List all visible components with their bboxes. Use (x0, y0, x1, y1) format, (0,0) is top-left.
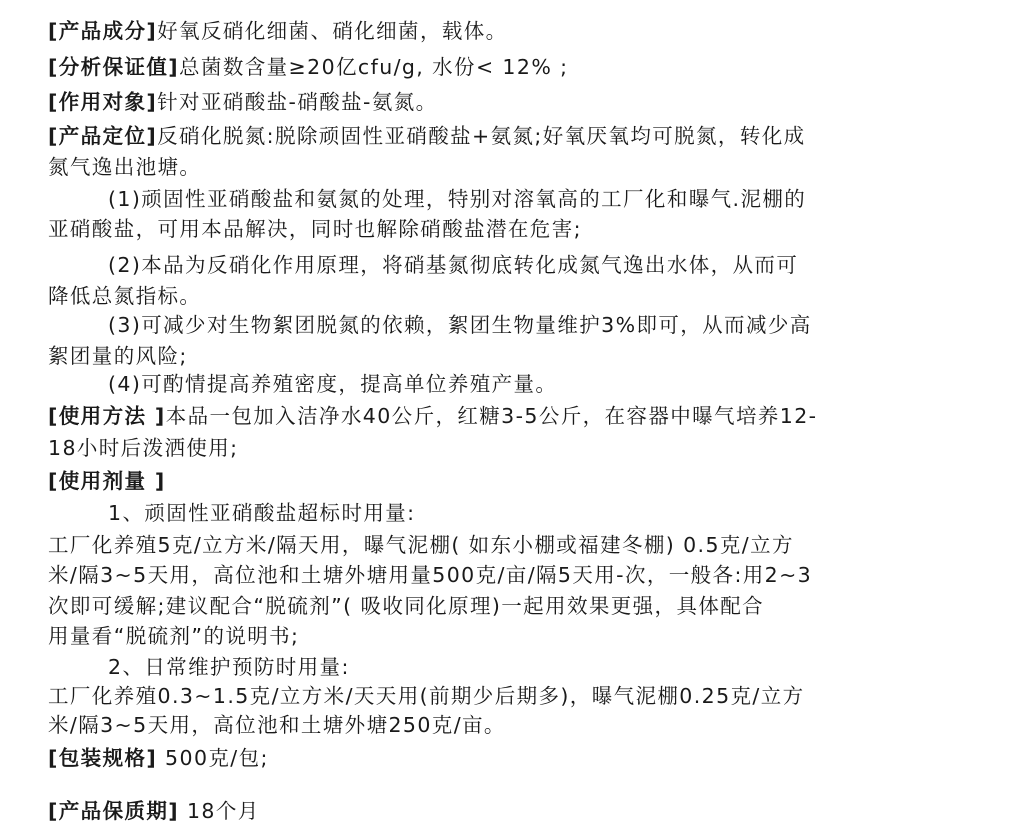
line-shelf-life (48, 796, 260, 826)
point-3-line-2: 絮团量的风险; (48, 344, 188, 368)
line-usage (48, 401, 817, 431)
line-packaging (48, 743, 269, 773)
dosage-2-heading: 2、日常维护预防时用量: (108, 655, 350, 679)
dosage-1-line-3: 次即可缓解;建议配合“脱硫剂”( 吸收同化原理)一起用效果更强，具体配合 (48, 594, 765, 618)
label-guarantee: [分析保证值] (48, 55, 180, 79)
label-dosage: [使用剂量 ] (48, 469, 166, 493)
text-shelf-life: 18个月 (179, 799, 260, 823)
dosage-1-line-2: 米/隔3~5天用，高位池和土塘外塘用量500克/亩/隔5天用-次，一般各:用2~3 (48, 563, 813, 587)
line-ingredients (48, 16, 508, 46)
text-positioning: 反硝化脱氮:脱除顽固性亚硝酸盐+氨氮;好氧厌氧均可脱氮，转化成 (157, 124, 806, 148)
line-positioning-cont: 氮气逸出池塘。 (48, 155, 202, 179)
line-guarantee (48, 52, 568, 82)
dosage-1-heading: 1、顽固性亚硝酸盐超标时用量: (108, 501, 416, 525)
line-target (48, 87, 438, 117)
label-target: [作用对象] (48, 90, 158, 114)
point-2-line-1: (2)本品为反硝化作用原理，将硝基氮彻底转化成氮气逸出水体，从而可 (108, 253, 799, 277)
dosage-2-line-2: 米/隔3~5天用，高位池和土塘外塘250克/亩。 (48, 713, 506, 737)
dosage-2-line-1: 工厂化养殖0.3~1.5克/立方米/天天用(前期少后期多)，曝气泥棚0.25克/立方 (48, 684, 805, 708)
point-1-line-1: (1)顽固性亚硝酸盐和氨氮的处理，特别对溶氧高的工厂化和曝气.泥棚的 (108, 187, 807, 211)
text-usage: 本品一包加入洁净水40公斤，红糖3-5公斤，在容器中曝气培养12- (165, 404, 818, 428)
label-usage: [使用方法 ] (48, 404, 166, 428)
line-dosage (48, 466, 166, 496)
line-usage-cont: 18小时后泼洒使用; (48, 436, 239, 460)
text-packaging: 500克/包; (157, 746, 269, 770)
dosage-1-line-4: 用量看“脱硫剂”的说明书; (48, 624, 300, 648)
point-3-line-1: (3)可减少对生物絮团脱氮的依赖，絮团生物量维护3%即可，从而减少高 (108, 313, 812, 337)
text-target: 针对亚硝酸盐-硝酸盐-氨氮。 (157, 90, 438, 114)
label-shelf-life: [产品保质期] (48, 799, 180, 823)
label-packaging: [包装规格] (48, 746, 158, 770)
label-positioning: [产品定位] (48, 124, 158, 148)
label-ingredients: [产品成分] (48, 19, 158, 43)
line-positioning (48, 121, 806, 151)
point-4-line-1: (4)可酌情提高养殖密度，提高单位养殖产量。 (108, 372, 558, 396)
text-ingredients: 好氧反硝化细菌、硝化细菌，载体。 (157, 19, 508, 43)
text-guarantee: 总菌数含量≥20亿cfu/g, 水份< 12% ; (179, 55, 569, 79)
point-1-line-2: 亚硝酸盐，可用本品解决，同时也解除硝酸盐潜在危害; (48, 217, 582, 241)
point-2-line-2: 降低总氮指标。 (48, 284, 202, 308)
dosage-1-line-1: 工厂化养殖5克/立方米/隔天用，曝气泥棚( 如东小棚或福建冬棚) 0.5克/立方 (48, 533, 794, 557)
